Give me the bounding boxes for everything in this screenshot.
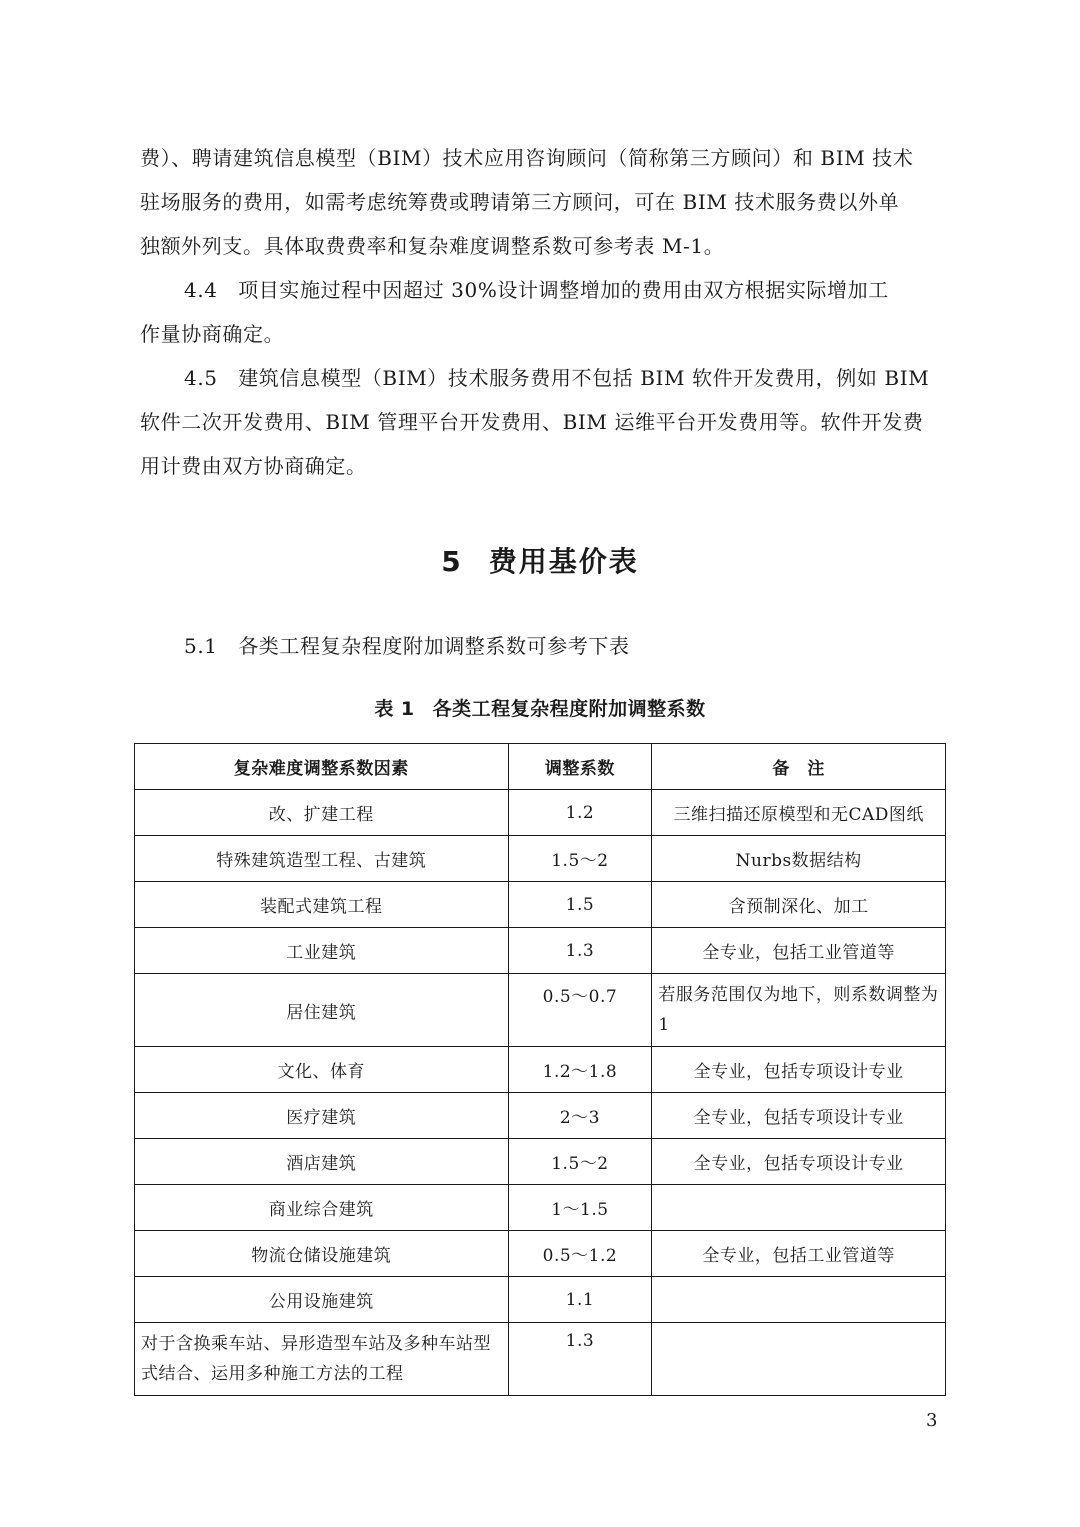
paragraph-4-4 <box>140 268 930 356</box>
cell-remark <box>652 1185 946 1231</box>
table-row <box>135 1231 946 1277</box>
cell-coefficient: 1.5～2 <box>508 836 652 882</box>
cell-coefficient: 1.2 <box>508 790 652 836</box>
header-coefficient: 调整系数 <box>508 744 652 790</box>
table-header-row <box>135 744 946 790</box>
table-caption-number: 表 1 <box>374 698 415 720</box>
subsection-text: 5.1 各类工程复杂程度附加调整系数可参考下表 <box>184 634 630 658</box>
cell-factor: 工业建筑 <box>135 928 509 974</box>
cell-factor: 装配式建筑工程 <box>135 882 509 928</box>
table-row <box>135 882 946 928</box>
cell-factor: 酒店建筑 <box>135 1139 509 1185</box>
cell-factor: 医疗建筑 <box>135 1093 509 1139</box>
table-row <box>135 1185 946 1231</box>
cell-factor: 居住建筑 <box>135 974 509 1047</box>
cell-factor: 物流仓储设施建筑 <box>135 1231 509 1277</box>
cell-remark: 全专业，包括工业管道等 <box>652 928 946 974</box>
table-row <box>135 1093 946 1139</box>
text-line: 费）、聘请建筑信息模型（BIM）技术应用咨询顾问（简称第三方顾问）和 BIM 技术 <box>140 146 914 170</box>
section-number: 5 <box>441 545 463 578</box>
text-line: 软件二次开发费用、BIM 管理平台开发费用、BIM 运维平台开发费用等。软件开发费 <box>140 410 924 434</box>
table-row <box>135 1277 946 1323</box>
cell-coefficient: 1～1.5 <box>508 1185 652 1231</box>
cell-factor: 文化、体育 <box>135 1047 509 1093</box>
cell-remark: 全专业，包括专项设计专业 <box>652 1139 946 1185</box>
paragraph-fee-items <box>140 136 930 268</box>
cell-factor: 改、扩建工程 <box>135 790 509 836</box>
paragraph-4-5 <box>140 356 930 488</box>
text-line: 作量协商确定。 <box>140 322 285 346</box>
text-line: 驻场服务的费用，如需考虑统筹费或聘请第三方顾问，可在 BIM 技术服务费以外单 <box>140 190 900 214</box>
cell-remark: 三维扫描还原模型和无CAD图纸 <box>652 790 946 836</box>
cell-remark: 全专业，包括专项设计专业 <box>652 1047 946 1093</box>
section-heading <box>0 540 1080 580</box>
cell-factor: 商业综合建筑 <box>135 1185 509 1231</box>
cell-remark: Nurbs数据结构 <box>652 836 946 882</box>
page-number: 3 <box>926 1410 938 1431</box>
coefficient-table <box>134 743 946 1396</box>
cell-factor: 特殊建筑造型工程、古建筑 <box>135 836 509 882</box>
cell-remark <box>652 1323 946 1396</box>
table-row <box>135 790 946 836</box>
cell-remark: 全专业，包括工业管道等 <box>652 1231 946 1277</box>
cell-coefficient: 1.5～2 <box>508 1139 652 1185</box>
table-row <box>135 1139 946 1185</box>
cell-coefficient: 0.5～0.7 <box>508 974 652 1047</box>
text-line: 4.4 项目实施过程中因超过 30%设计调整增加的费用由双方根据实际增加工 <box>184 278 889 302</box>
table-row <box>135 1323 946 1396</box>
cell-remark <box>652 1277 946 1323</box>
cell-coefficient: 1.3 <box>508 1323 652 1396</box>
table-row <box>135 928 946 974</box>
cell-coefficient: 1.1 <box>508 1277 652 1323</box>
table-row <box>135 836 946 882</box>
table-row <box>135 1047 946 1093</box>
table-row <box>135 974 946 1047</box>
table-caption-title: 各类工程复杂程度附加调整系数 <box>432 698 706 720</box>
header-remark: 备 注 <box>652 744 946 790</box>
text-line: 用计费由双方协商确定。 <box>140 454 367 478</box>
text-line: 独额外列支。具体取费费率和复杂难度调整系数可参考表 M-1。 <box>140 234 725 258</box>
cell-coefficient: 0.5～1.2 <box>508 1231 652 1277</box>
cell-coefficient: 1.2～1.8 <box>508 1047 652 1093</box>
cell-coefficient: 1.3 <box>508 928 652 974</box>
cell-coefficient: 2～3 <box>508 1093 652 1139</box>
section-title: 费用基价表 <box>488 545 639 578</box>
cell-coefficient: 1.5 <box>508 882 652 928</box>
cell-factor: 公用设施建筑 <box>135 1277 509 1323</box>
header-factor: 复杂难度调整系数因素 <box>135 744 509 790</box>
cell-remark: 全专业，包括专项设计专业 <box>652 1093 946 1139</box>
cell-remark: 若服务范围仅为地下，则系数调整为1 <box>652 974 946 1047</box>
text-line: 4.5 建筑信息模型（BIM）技术服务费用不包括 BIM 软件开发费用，例如 BIM <box>184 366 930 390</box>
cell-remark: 含预制深化、加工 <box>652 882 946 928</box>
cell-factor: 对于含换乘车站、异形造型车站及多种车站型式结合、运用多种施工方法的工程 <box>135 1323 509 1396</box>
table-caption <box>0 694 1080 721</box>
